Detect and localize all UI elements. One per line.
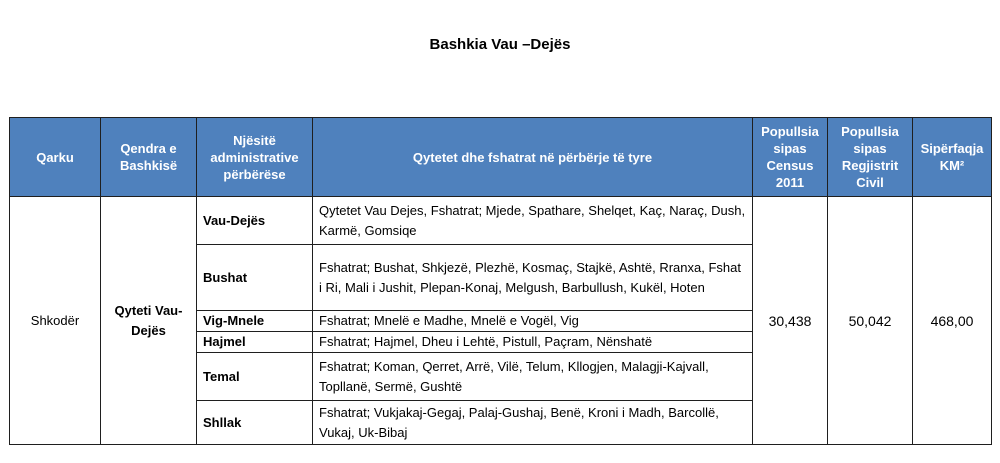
cell-unit-name: Shllak bbox=[197, 401, 313, 445]
municipality-table bbox=[9, 117, 992, 445]
cell-unit-name: Vig-Mnele bbox=[197, 311, 313, 332]
cell-settlements: Fshatrat; Bushat, Shkjezë, Plezhë, Kosmaç, Stajkë, Ashtë, Rranxa, Fshat i Ri, Mali i Jushit, Plepan-Konaj, Melgush, Barbullush, Kukël, Hoten bbox=[313, 245, 753, 311]
table-header-row bbox=[10, 118, 992, 197]
cell-settlements: Qytetet Vau Dejes, Fshatrat; Mjede, Spathare, Shelqet, Kaç, Naraç, Dush, Karmë, Gomsiqe bbox=[313, 197, 753, 245]
cell-unit-name: Hajmel bbox=[197, 332, 313, 353]
cell-unit-name: Bushat bbox=[197, 245, 313, 311]
cell-settlements: Fshatrat; Koman, Qerret, Arrë, Vilë, Telum, Kllogjen, Malagji-Kajvall, Topllanë, Sermë, Gushtë bbox=[313, 353, 753, 401]
header-njesite: Njësitë administrative përbërëse bbox=[197, 118, 313, 197]
cell-qendra: Qyteti Vau-Dejës bbox=[101, 197, 197, 445]
header-regjistri: Popullsia sipas Regjistrit Civil bbox=[828, 118, 913, 197]
cell-settlements: Fshatrat; Hajmel, Dheu i Lehtë, Pistull, Paçram, Nënshatë bbox=[313, 332, 753, 353]
cell-unit-name: Vau-Dejës bbox=[197, 197, 313, 245]
cell-siperfaqja: 468,00 bbox=[913, 197, 992, 445]
header-qytetet: Qytetet dhe fshatrat në përbërje të tyre bbox=[313, 118, 753, 197]
header-qendra: Qendra e Bashkisë bbox=[101, 118, 197, 197]
header-qarku: Qarku bbox=[10, 118, 101, 197]
header-census: Popullsia sipas Census 2011 bbox=[753, 118, 828, 197]
page-title: Bashkia Vau –Dejës bbox=[429, 36, 571, 53]
cell-unit-name: Temal bbox=[197, 353, 313, 401]
table-row bbox=[10, 197, 992, 245]
header-siperfaqja: Sipërfaqja KM² bbox=[913, 118, 992, 197]
cell-settlements: Fshatrat; Mnelë e Madhe, Mnelë e Vogël, Vig bbox=[313, 311, 753, 332]
cell-census: 30,438 bbox=[753, 197, 828, 445]
cell-regjistri: 50,042 bbox=[828, 197, 913, 445]
cell-settlements: Fshatrat; Vukjakaj-Gegaj, Palaj-Gushaj, Benë, Kroni i Madh, Barcollë, Vukaj, Uk-Bibaj bbox=[313, 401, 753, 445]
cell-qarku: Shkodër bbox=[10, 197, 101, 445]
